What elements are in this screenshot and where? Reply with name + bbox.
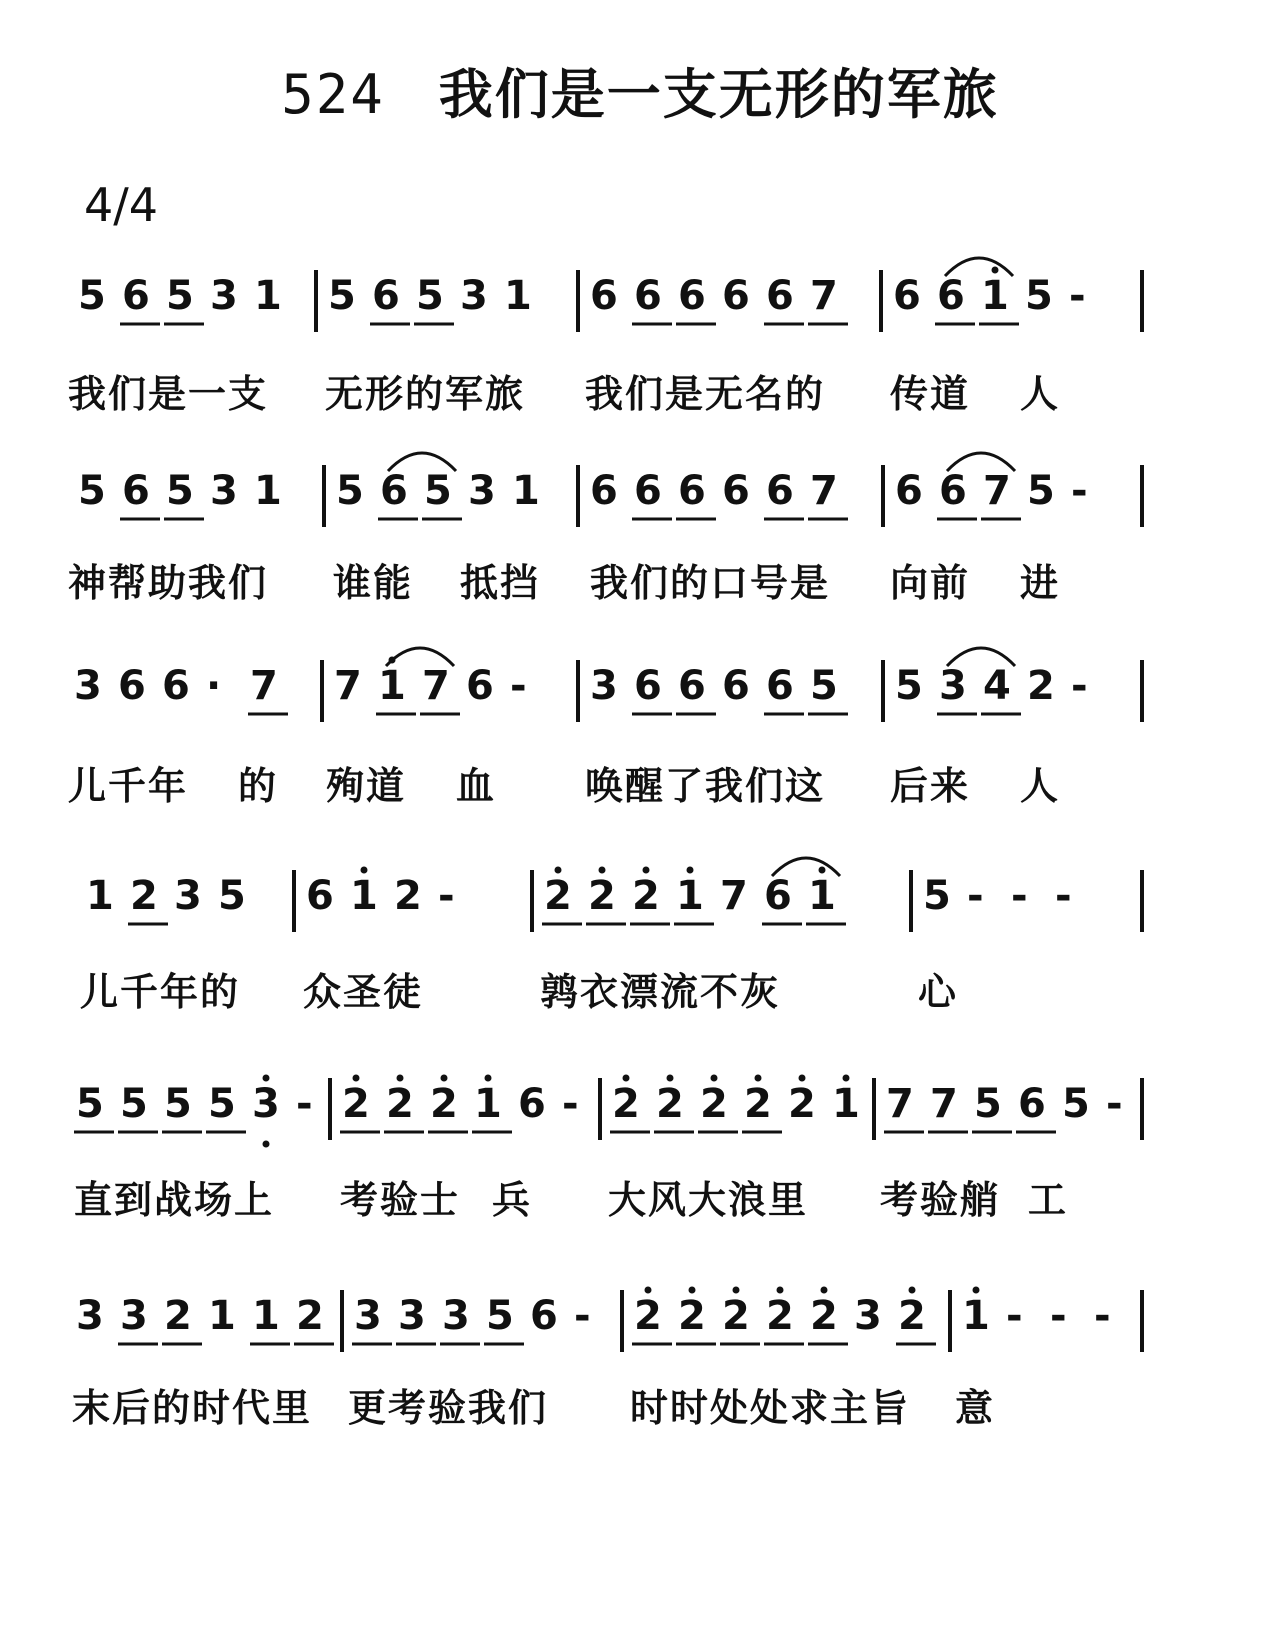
hold-dash: - <box>296 1081 313 1127</box>
note: 1 <box>832 1081 860 1127</box>
note: 2 <box>430 1081 458 1127</box>
lyric: 谁能 <box>333 560 414 605</box>
note: 6 <box>895 468 923 514</box>
note: 7 <box>334 663 362 709</box>
note: 1 <box>254 273 282 319</box>
lyric: 无形的军旅 <box>325 371 526 416</box>
lyric: 意 <box>955 1385 996 1430</box>
lyric: 神帮助我们 <box>68 560 269 605</box>
lyric: 众圣徒 <box>303 969 424 1014</box>
note: 6 <box>530 1293 558 1339</box>
note: 3 <box>354 1293 382 1339</box>
note: 7 <box>720 873 748 919</box>
time-signature: 4/4 <box>84 178 159 232</box>
lyric: 后来 <box>890 763 971 808</box>
note: 2 <box>700 1081 728 1127</box>
note: 5 <box>895 663 923 709</box>
song-number: 524 <box>281 63 385 126</box>
note: · <box>206 663 222 709</box>
note: 1 <box>808 873 836 919</box>
lyric: 工 <box>1028 1177 1069 1222</box>
note: 2 <box>678 1293 706 1339</box>
note: 7 <box>886 1081 914 1127</box>
hold-dash: - <box>1069 273 1086 319</box>
note: 6 <box>518 1081 546 1127</box>
note: 6 <box>634 663 662 709</box>
note: 1 <box>512 468 540 514</box>
note: 5 <box>120 1081 148 1127</box>
note: 6 <box>893 273 921 319</box>
note: 6 <box>590 273 618 319</box>
note: 5 <box>166 273 194 319</box>
note: 2 <box>788 1081 816 1127</box>
hold-dash: - <box>574 1293 591 1339</box>
hold-dash: - <box>967 873 984 919</box>
note: 6 <box>590 468 618 514</box>
note: 2 <box>656 1081 684 1127</box>
lyric: 殉道 <box>326 763 407 808</box>
note: 2 <box>164 1293 192 1339</box>
note: 2 <box>130 873 158 919</box>
note: 3 <box>210 273 238 319</box>
notation-row <box>0 465 1280 545</box>
note: 5 <box>328 273 356 319</box>
note: 1 <box>981 273 1009 319</box>
hold-dash: - <box>1055 873 1072 919</box>
note: 5 <box>810 663 838 709</box>
note: 5 <box>923 873 951 919</box>
note: 5 <box>424 468 452 514</box>
note: 7 <box>810 273 838 319</box>
hold-dash: - <box>1011 873 1028 919</box>
note: 2 <box>342 1081 370 1127</box>
note: 3 <box>120 1293 148 1339</box>
note: 5 <box>208 1081 236 1127</box>
note: 6 <box>939 468 967 514</box>
note: 1 <box>962 1293 990 1339</box>
note: 2 <box>1027 663 1055 709</box>
notation-row <box>0 1290 1280 1370</box>
lyric: 儿千年的 <box>80 969 241 1014</box>
note: 3 <box>76 1293 104 1339</box>
note: 1 <box>254 468 282 514</box>
note: 2 <box>722 1293 750 1339</box>
lyric: 人 <box>1020 371 1061 416</box>
notation-row <box>0 270 1280 350</box>
hold-dash: - <box>1006 1293 1023 1339</box>
note: 3 <box>590 663 618 709</box>
note: 1 <box>378 663 406 709</box>
note: 6 <box>722 468 750 514</box>
note: 7 <box>250 663 278 709</box>
note: 7 <box>810 468 838 514</box>
note: 1 <box>474 1081 502 1127</box>
note: 5 <box>166 468 194 514</box>
lyric: 的 <box>238 763 279 808</box>
note: 1 <box>252 1293 280 1339</box>
lyric: 直到战场上 <box>74 1177 275 1222</box>
note: 5 <box>336 468 364 514</box>
note: 6 <box>678 273 706 319</box>
note: 5 <box>486 1293 514 1339</box>
note: 7 <box>422 663 450 709</box>
hold-dash: - <box>562 1081 579 1127</box>
lyric: 血 <box>456 763 497 808</box>
note: 6 <box>466 663 494 709</box>
hold-dash: - <box>1094 1293 1111 1339</box>
hold-dash: - <box>510 663 527 709</box>
lyric: 进 <box>1020 560 1061 605</box>
note: 1 <box>208 1293 236 1339</box>
note: 2 <box>766 1293 794 1339</box>
note: 2 <box>744 1081 772 1127</box>
hold-dash: - <box>1050 1293 1067 1339</box>
lyric: 考验士 <box>340 1177 461 1222</box>
lyric: 传道 <box>890 371 971 416</box>
note: 2 <box>898 1293 926 1339</box>
note: 6 <box>937 273 965 319</box>
note: 6 <box>766 273 794 319</box>
note: 3 <box>174 873 202 919</box>
hold-dash: - <box>1071 468 1088 514</box>
note: 5 <box>218 873 246 919</box>
note: 6 <box>764 873 792 919</box>
note: 2 <box>394 873 422 919</box>
lyric: 我们是一支 <box>68 371 269 416</box>
note: 3 <box>252 1081 280 1127</box>
lyric: 儿千年 <box>68 763 189 808</box>
note: 2 <box>810 1293 838 1339</box>
note: 1 <box>86 873 114 919</box>
note: 6 <box>162 663 190 709</box>
note: 1 <box>504 273 532 319</box>
note: 6 <box>678 663 706 709</box>
notation-row <box>0 660 1280 740</box>
lyric: 人 <box>1020 763 1061 808</box>
lyric: 我们是无名的 <box>585 371 826 416</box>
song-title <box>0 52 1280 129</box>
note: 6 <box>118 663 146 709</box>
note: 2 <box>386 1081 414 1127</box>
note: 2 <box>588 873 616 919</box>
note: 6 <box>306 873 334 919</box>
note: 6 <box>372 273 400 319</box>
lyric: 考验艄 <box>880 1177 1001 1222</box>
octave-dot-below <box>263 1141 270 1148</box>
notation-row <box>0 870 1280 950</box>
note: 6 <box>634 468 662 514</box>
note: 6 <box>722 273 750 319</box>
note: 2 <box>296 1293 324 1339</box>
lyric: 心 <box>918 969 959 1014</box>
lyric: 向前 <box>890 560 971 605</box>
note: 5 <box>78 468 106 514</box>
note: 3 <box>74 663 102 709</box>
note: 3 <box>398 1293 426 1339</box>
note: 3 <box>460 273 488 319</box>
lyric: 末后的时代里 <box>72 1385 313 1430</box>
note: 5 <box>76 1081 104 1127</box>
lyric: 唤醒了我们这 <box>585 763 826 808</box>
note: 6 <box>678 468 706 514</box>
note: 3 <box>210 468 238 514</box>
lyric: 时时处处求主旨 <box>630 1385 911 1430</box>
hold-dash: - <box>438 873 455 919</box>
hold-dash: - <box>1106 1081 1123 1127</box>
lyric: 大风大浪里 <box>608 1177 809 1222</box>
note: 6 <box>122 273 150 319</box>
note: 6 <box>766 468 794 514</box>
note: 5 <box>1027 468 1055 514</box>
note: 6 <box>380 468 408 514</box>
note: 2 <box>544 873 572 919</box>
note: 2 <box>634 1293 662 1339</box>
note: 1 <box>676 873 704 919</box>
note: 5 <box>164 1081 192 1127</box>
note: 5 <box>1025 273 1053 319</box>
note: 5 <box>78 273 106 319</box>
note: 6 <box>634 273 662 319</box>
hold-dash: - <box>1071 663 1088 709</box>
note: 3 <box>854 1293 882 1339</box>
note: 5 <box>974 1081 1002 1127</box>
note: 2 <box>612 1081 640 1127</box>
note: 3 <box>442 1293 470 1339</box>
note: 6 <box>122 468 150 514</box>
notation-row <box>0 1078 1280 1158</box>
note: 6 <box>766 663 794 709</box>
lyric: 我们的口号是 <box>590 560 831 605</box>
note: 7 <box>983 468 1011 514</box>
note: 5 <box>416 273 444 319</box>
note: 6 <box>722 663 750 709</box>
note: 5 <box>1062 1081 1090 1127</box>
lyric: 鹑衣漂流不灰 <box>540 969 781 1014</box>
note: 4 <box>983 663 1011 709</box>
song-title-text: 我们是一支无形的军旅 <box>438 63 999 126</box>
note: 3 <box>939 663 967 709</box>
note: 1 <box>350 873 378 919</box>
note: 7 <box>930 1081 958 1127</box>
lyric: 抵挡 <box>460 560 541 605</box>
note: 3 <box>468 468 496 514</box>
note: 6 <box>1018 1081 1046 1127</box>
lyric: 更考验我们 <box>348 1385 549 1430</box>
lyric: 兵 <box>492 1177 533 1222</box>
note: 2 <box>632 873 660 919</box>
